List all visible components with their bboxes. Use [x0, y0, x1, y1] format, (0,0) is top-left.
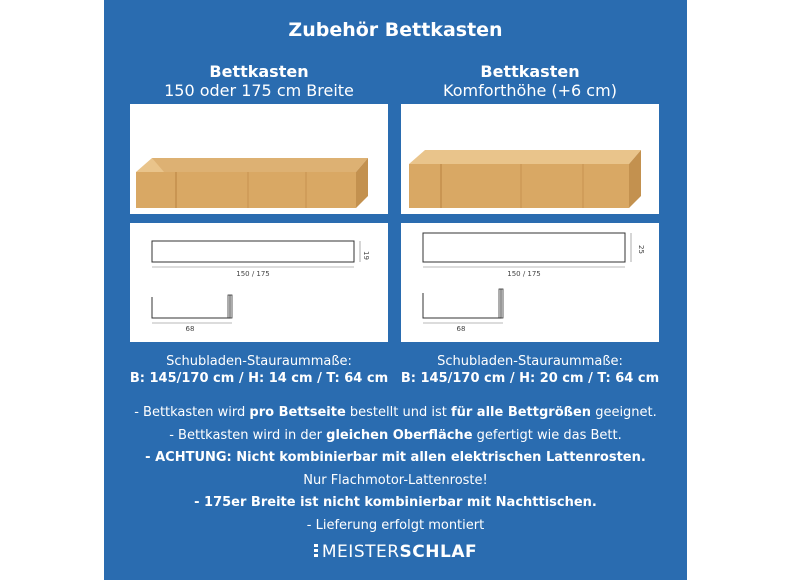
note-text: Nur Flachmotor-Lattenroste!	[303, 472, 488, 488]
drawer-top-edge	[409, 150, 641, 164]
note-text: geeignet.	[591, 405, 657, 420]
left-dims-values: B: 145/170 cm / H: 14 cm / T: 64 cm	[129, 371, 389, 386]
drawer-image-left	[130, 104, 388, 214]
side-view-outline	[423, 289, 501, 318]
drawer-inner	[152, 158, 368, 172]
note-item	[104, 492, 687, 515]
note-item	[104, 470, 687, 493]
logo-bars-icon	[314, 544, 318, 559]
note-item	[104, 425, 687, 448]
note-item	[104, 447, 687, 470]
dimension-drawing-right	[401, 223, 659, 342]
note-text: - Lieferung erfolgt montiert	[306, 517, 485, 533]
right-dims-values: B: 145/170 cm / H: 20 cm / T: 64 cm	[400, 371, 660, 386]
note-item	[104, 515, 687, 538]
left-product-image	[130, 104, 388, 214]
left-dims-title: Schubladen-Stauraummaße:	[166, 354, 352, 369]
notes-list	[104, 402, 687, 537]
right-column-heading	[390, 62, 670, 100]
right-dimension-diagram	[401, 223, 659, 342]
right-heading: Bettkasten	[480, 62, 580, 81]
note-text: gefertigt wie das Bett.	[472, 427, 622, 443]
left-column-heading	[119, 62, 399, 100]
drawer-front	[409, 164, 629, 208]
left-dimension-diagram	[130, 223, 388, 342]
drawer-image-right	[401, 104, 659, 214]
note-warning: - ACHTUNG: Nicht kombinierbar mit allen elektrischen Lattenrosten.	[145, 450, 646, 465]
drawer-front	[136, 172, 356, 208]
logo-text-light: MEISTER	[321, 542, 400, 562]
height-label: 19	[362, 251, 370, 260]
right-storage-dimensions	[390, 353, 670, 387]
note-emphasis: gleichen Oberfläche	[326, 427, 473, 443]
note-text: - Bettkasten wird in der	[169, 427, 327, 443]
left-heading: Bettkasten	[209, 62, 309, 81]
note-warning: - 175er Breite ist nicht kombinierbar mit Nachttischen.	[194, 495, 597, 510]
note-emphasis: pro Bettseite	[249, 405, 346, 420]
right-subheading: Komforthöhe (+6 cm)	[443, 81, 617, 100]
product-panel	[104, 0, 687, 580]
front-view-outline	[152, 241, 354, 262]
front-view-outline	[423, 233, 625, 262]
left-storage-dimensions	[119, 353, 399, 387]
brand-logo	[104, 542, 687, 562]
depth-label: 68	[456, 325, 466, 333]
note-text: bestellt und ist	[345, 405, 451, 420]
note-text: - Bettkasten wird	[134, 405, 250, 420]
width-label: 150 / 175	[236, 270, 270, 278]
width-label: 150 / 175	[507, 270, 541, 278]
height-label: 25	[637, 245, 645, 254]
note-emphasis: für alle Bettgrößen	[450, 405, 592, 420]
dimension-drawing-left	[130, 223, 388, 342]
side-view-outline	[152, 295, 230, 318]
left-subheading: 150 oder 175 cm Breite	[164, 81, 354, 100]
logo-text-bold: SCHLAF	[399, 542, 478, 562]
right-dims-title: Schubladen-Stauraummaße:	[437, 354, 623, 369]
depth-label: 68	[185, 325, 195, 333]
page-title: Zubehör Bettkasten	[288, 19, 503, 41]
right-product-image	[401, 104, 659, 214]
note-item	[104, 402, 687, 425]
